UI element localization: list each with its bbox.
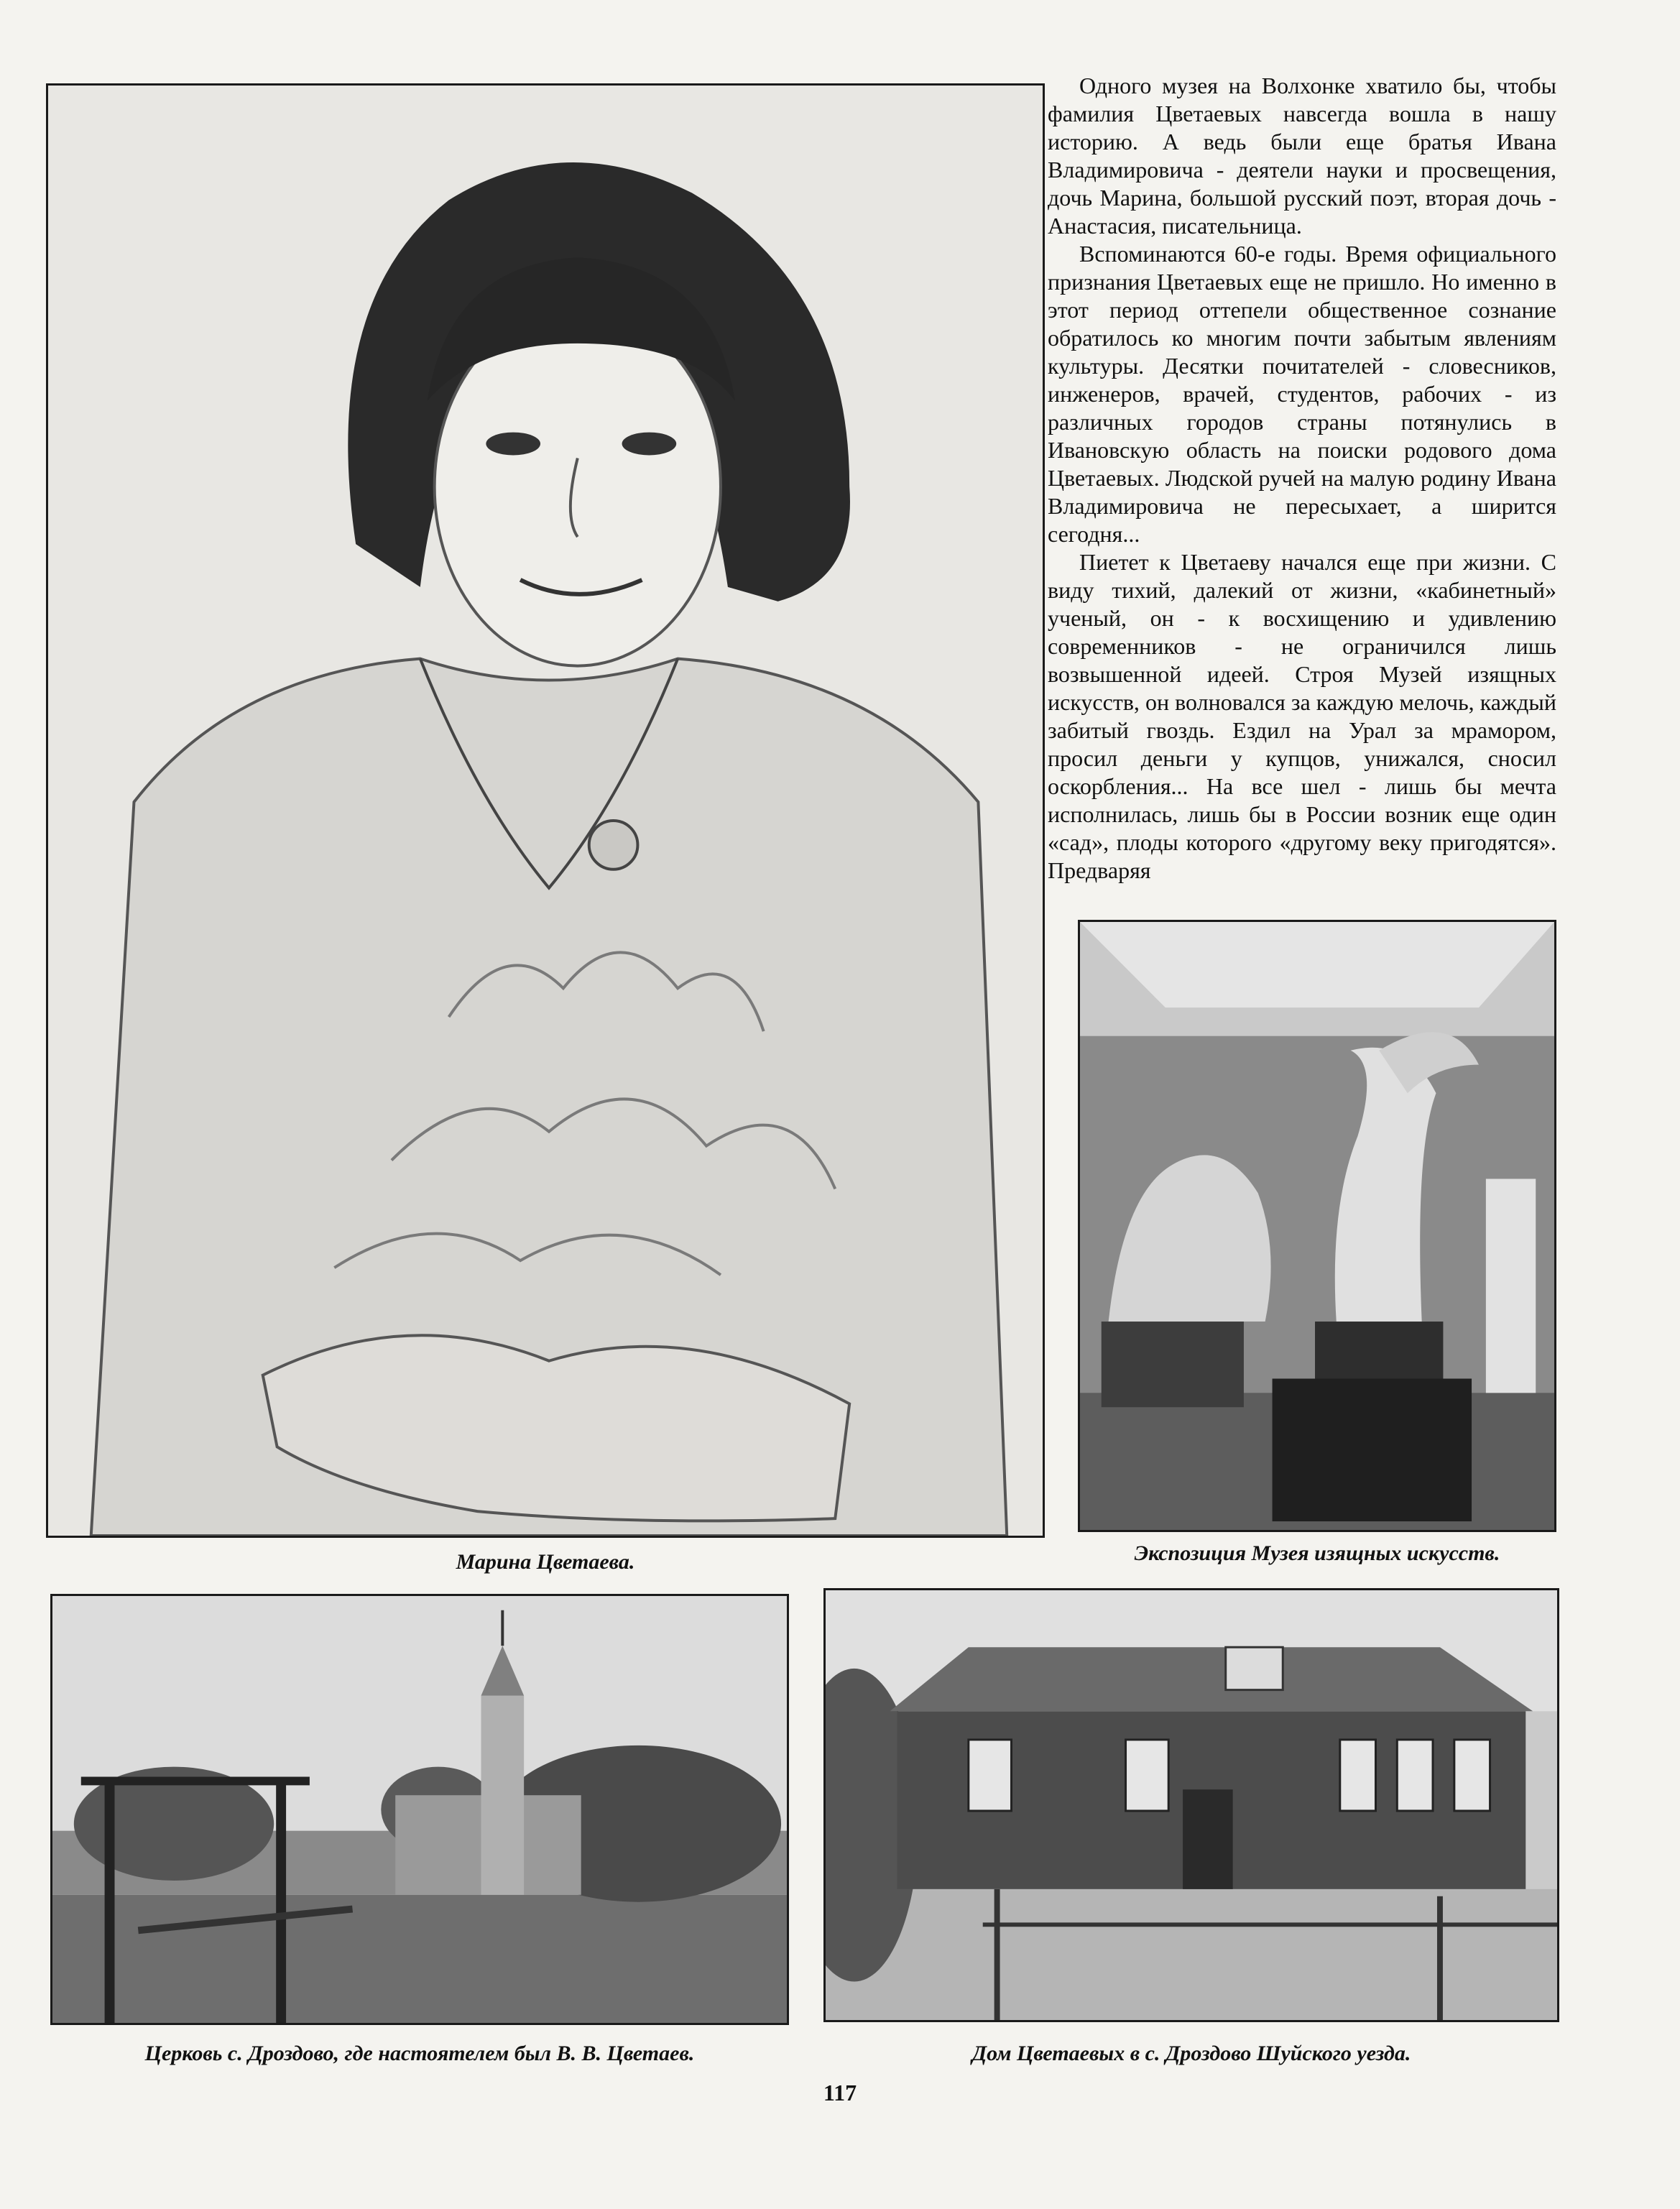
article-text: [1048, 72, 1556, 884]
portrait-photo: [46, 83, 1045, 1538]
church-photo: [50, 1594, 789, 2025]
museum-photo: [1078, 920, 1556, 1532]
page-number: 117: [823, 2080, 857, 2106]
church-caption: Церковь с. Дроздово, где настоятелем был В. В. Цветаев.: [144, 2042, 695, 2065]
paragraph-3: Пиетет к Цветаеву начался еще при жизни. С виду тихий, далекий от жизни, «кабинетный» ученый, он - к восхищению и удивлению современников - не ограничился лишь возвышенной идеей. Строя Музей изящных искусств, он волновался за каждую мелочь, каждый забитый гвоздь. Ездил на Урал за мрамором, просил деньги у купцов, унижался, сносил оскорбления... На все шел - лишь бы мечта исполнилась, лишь бы в России возник еще один «сад», плоды которого «другому веку пригодятся». Предваряя: [1048, 549, 1556, 883]
paragraph-2: Вспоминаются 60-е годы. Время официального признания Цветаевых еще не пришло. Но именно в этот период оттепели общественное сознание обратилось ко многим почти забытым явлениям культуры. Десятки почитателей - словесников, инженеров, врачей, студентов, рабочих - из различных городов страны потянулись в Ивановскую область на поиски родового дома Цветаевых. Людской ручей на малую родину Ивана Владимировича не пересыхает, а ширится сегодня...: [1048, 241, 1556, 547]
museum-caption: Экспозиция Музея изящных искусств.: [1134, 1541, 1500, 1565]
paragraph-1: Одного музея на Волхонке хватило бы, чтобы фамилия Цветаевых навсегда вошла в нашу историю. А ведь были еще братья Ивана Владимировича - деятели науки и просвещения, дочь Марина, большой русский поэт, вторая дочь - Анастасия, писательница.: [1048, 73, 1556, 239]
house-photo: [823, 1588, 1559, 2022]
house-caption: Дом Цветаевых в с. Дроздово Шуйского уезда.: [971, 2042, 1411, 2065]
portrait-caption: Марина Цветаева.: [456, 1550, 635, 1574]
